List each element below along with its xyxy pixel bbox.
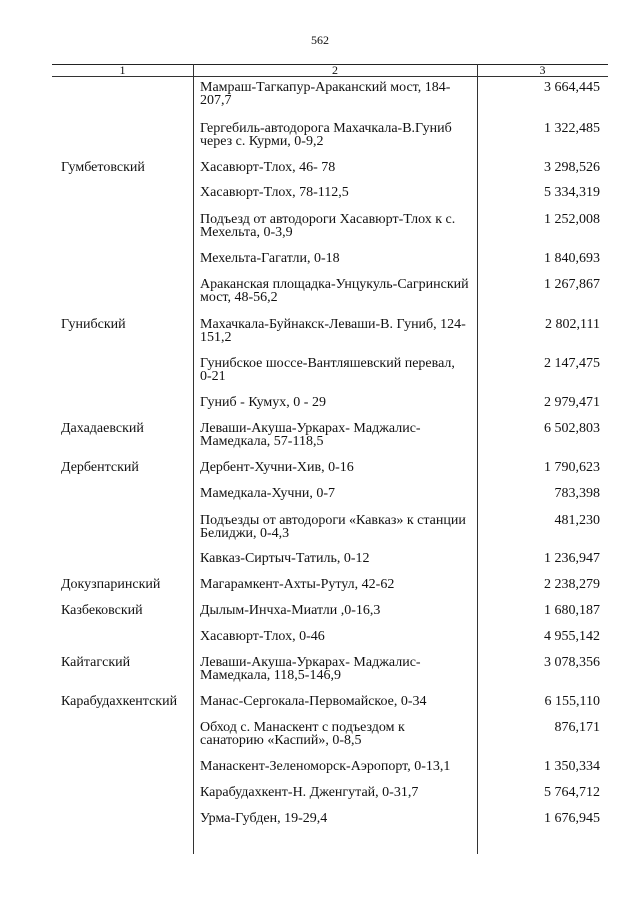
value-cell: 1 840,693: [544, 251, 600, 266]
district-cell: Дахадаевский: [61, 421, 144, 436]
road-cell: Подъезд от автодороги Хасавюрт-Тлох к с. Мехельта, 0-3,9: [200, 212, 456, 240]
road-cell: Манаскент-Зеленоморск-Аэропорт, 0-13,1: [200, 759, 451, 774]
road-cell: Леваши-Акуша-Уркарах- Маджалис-Мамедкала, 118,5-146,9: [200, 655, 421, 683]
road-cell: Мамраш-Тагкапур-Араканский мост, 184-207,7: [200, 80, 451, 108]
value-cell: 1 350,334: [544, 759, 600, 774]
value-cell: 6 155,110: [544, 694, 600, 709]
roads-table: [52, 64, 608, 854]
road-cell: Гунибское шоссе-Вантляшевский перевал, 0-21: [200, 356, 455, 384]
column-header-3: 3: [539, 63, 546, 77]
road-cell: Гергебиль-автодорога Махачкала-В.Гуниб через с. Курми, 0-9,2: [200, 121, 452, 149]
value-cell: 2 238,279: [544, 577, 600, 592]
road-cell: Хасавюрт-Тлох, 0-46: [200, 629, 325, 644]
column-divider-2: [477, 64, 478, 854]
road-cell: Хасавюрт-Тлох, 78-112,5: [200, 185, 349, 200]
district-cell: Карабудахкентский: [61, 694, 178, 709]
column-divider-1: [193, 64, 194, 854]
column-header-1: 1: [119, 63, 126, 77]
value-cell: 3 298,526: [544, 160, 600, 175]
value-cell: 1 790,623: [544, 460, 600, 475]
road-cell: Дылым-Инчха-Миатли ,0-16,3: [200, 603, 381, 618]
value-cell: 2 979,471: [544, 395, 600, 410]
value-cell: 783,398: [554, 486, 600, 501]
value-cell: 3 078,356: [544, 655, 600, 670]
value-cell: 4 955,142: [544, 629, 600, 644]
value-cell: 5 764,712: [544, 785, 600, 800]
value-cell: 481,230: [554, 513, 600, 528]
road-cell: Араканская площадка-Унцукуль-Сагринский мост, 48-56,2: [200, 277, 469, 305]
road-cell: Обход с. Манаскент с подъездом к санаторию «Каспий», 0-8,5: [200, 720, 405, 748]
district-cell: Гумбетовский: [61, 160, 145, 175]
road-cell: Манас-Сергокала-Первомайское, 0-34: [200, 694, 427, 709]
district-cell: Гунибский: [61, 317, 126, 332]
road-cell: Леваши-Акуша-Уркарах- Маджалис-Мамедкала, 57-118,5: [200, 421, 421, 449]
road-cell: Подъезды от автодороги «Кавказ» к станции Белиджи, 0-4,3: [200, 513, 466, 541]
value-cell: 1 322,485: [544, 121, 600, 136]
district-cell: Казбековский: [61, 603, 143, 618]
page-number: 562: [311, 33, 329, 47]
road-cell: Махачкала-Буйнакск-Леваши-В. Гуниб, 124-151,2: [200, 317, 466, 345]
value-cell: 1 267,867: [544, 277, 600, 292]
road-cell: Урма-Губден, 19-29,4: [200, 811, 328, 826]
value-cell: 1 252,008: [544, 212, 600, 227]
road-cell: Мехельта-Гагатли, 0-18: [200, 251, 340, 266]
value-cell: 1 676,945: [544, 811, 600, 826]
road-cell: Хасавюрт-Тлох, 46- 78: [200, 160, 336, 175]
road-cell: Мамедкала-Хучни, 0-7: [200, 486, 336, 501]
value-cell: 1 680,187: [544, 603, 600, 618]
value-cell: 3 664,445: [544, 80, 600, 95]
road-cell: Кавказ-Сиртыч-Татиль, 0-12: [200, 551, 370, 566]
road-cell: Дербент-Хучни-Хив, 0-16: [200, 460, 354, 475]
road-cell: Магарамкент-Ахты-Рутул, 42-62: [200, 577, 395, 592]
district-cell: Кайтагский: [61, 655, 131, 670]
value-cell: 1 236,947: [544, 551, 600, 566]
road-cell: Карабудахкент-Н. Дженгутай, 0-31,7: [200, 785, 419, 800]
value-cell: 6 502,803: [544, 421, 600, 436]
value-cell: 2 802,111: [545, 317, 600, 332]
road-cell: Гуниб - Кумух, 0 - 29: [200, 395, 326, 410]
value-cell: 5 334,319: [544, 185, 600, 200]
value-cell: 876,171: [554, 720, 600, 735]
district-cell: Дербентский: [61, 460, 139, 475]
value-cell: 2 147,475: [544, 356, 600, 371]
district-cell: Докузпаринский: [61, 577, 161, 592]
column-header-2: 2: [332, 63, 338, 77]
